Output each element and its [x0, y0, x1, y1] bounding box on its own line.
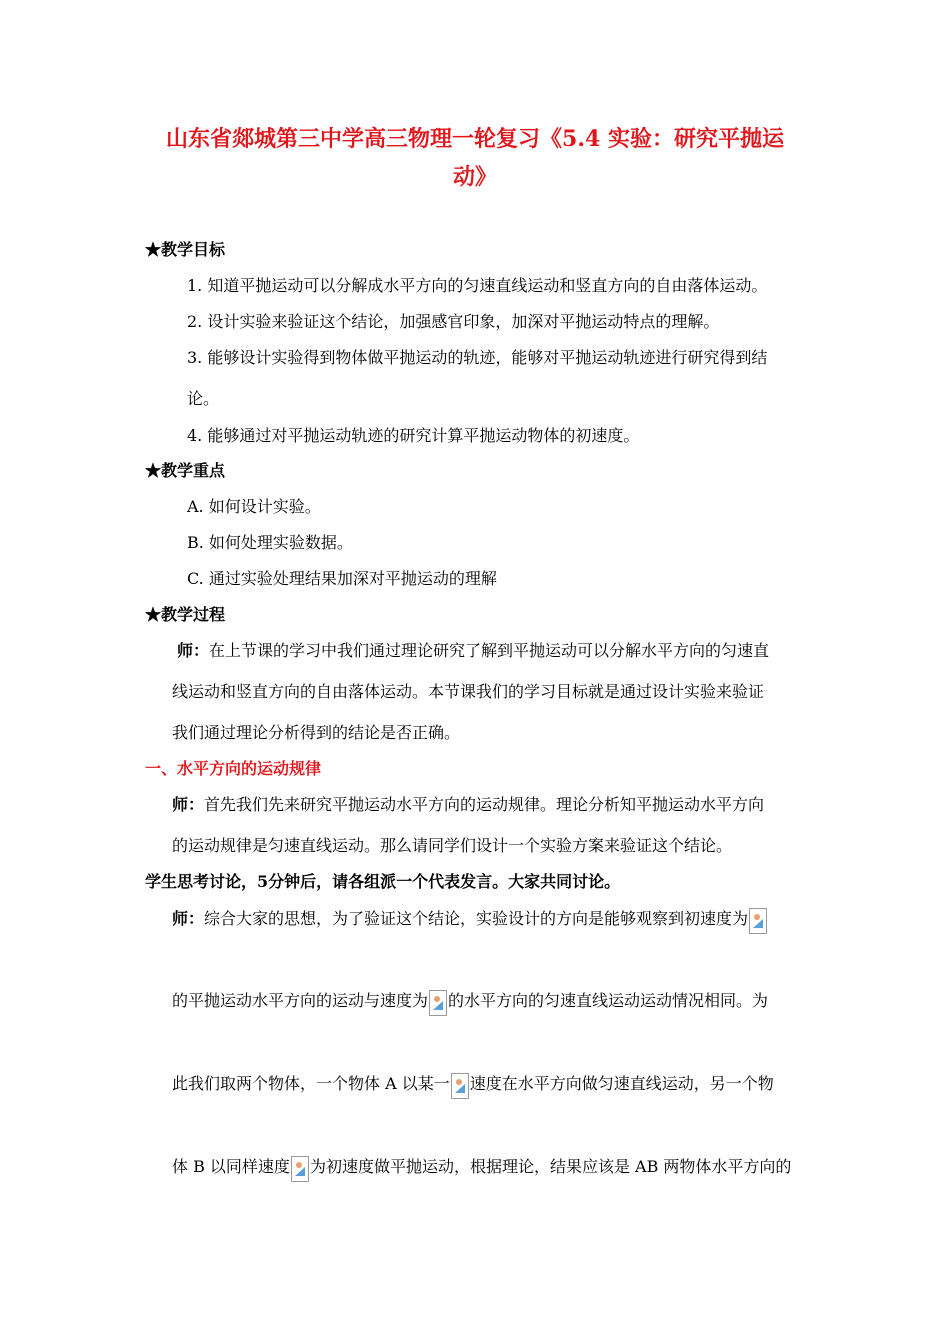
- section1-para1-line1: 师：首先我们先来研究平抛运动水平方向的运动规律。理论分析知平抛运动水平方向: [172, 795, 765, 814]
- focus-item-c: C. 通过实验处理结果加深对平抛运动的理解: [187, 569, 497, 588]
- speaker-label: 师：: [177, 641, 210, 660]
- goal-item-2: 2. 设计实验来验证这个结论，加强感官印象，加深对平抛运动特点的理解。: [187, 312, 720, 331]
- process-intro-line2: 线运动和竖直方向的自由落体运动。本节课我们的学习目标就是通过设计实验来验证: [172, 682, 765, 701]
- process-intro-line3: 我们通过理论分析得到的结论是否正确。: [172, 723, 461, 742]
- section1-para1-line2: 的运动规律是匀速直线运动。那么请同学们设计一个实验方案来验证这个结论。: [172, 836, 733, 855]
- goals-heading: ★教学目标: [145, 240, 226, 259]
- process-intro-line1: 师：在上节课的学习中我们通过理论研究了解到平抛运动可以分解水平方向的匀速直: [177, 641, 770, 660]
- focus-item-b: B. 如何处理实验数据。: [187, 533, 353, 552]
- formula-image-icon: [749, 908, 767, 934]
- section1-para2-line2: 的平抛运动水平方向的运动与速度为 的水平方向的匀速直线运动运动情况相同。为: [172, 988, 768, 1016]
- section1-para2-line1: 师：综合大家的思想，为了验证这个结论，实验设计的方向是能够观察到初速度为: [172, 906, 768, 934]
- focus-item-a: A. 如何设计实验。: [187, 497, 321, 516]
- formula-image-icon: [451, 1073, 469, 1099]
- section1-heading: 一、水平方向的运动规律: [145, 759, 322, 778]
- section1-para2-line4: 体 B 以同样速度 为初速度做平抛运动，根据理论，结果应该是 AB 两物体水平方向的: [172, 1154, 791, 1182]
- focus-heading: ★教学重点: [145, 461, 226, 480]
- section1-para2-line3: 此我们取两个物体，一个物体 A 以某一 速度在水平方向做匀速直线运动，另一个物: [172, 1071, 774, 1099]
- doc-title-line1: 山东省郯城第三中学高三物理一轮复习《5.4 实验：研究平抛运: [166, 126, 784, 152]
- goal-item-4: 4. 能够通过对平抛运动轨迹的研究计算平抛运动物体的初速度。: [187, 426, 640, 445]
- doc-title-line2: 动》: [452, 164, 497, 190]
- goal-item-3-cont: 论。: [187, 389, 220, 408]
- goal-item-1: 1. 知道平抛运动可以分解成水平方向的匀速直线运动和竖直方向的自由落体运动。: [187, 276, 768, 295]
- goal-item-3: 3. 能够设计实验得到物体做平抛运动的轨迹，能够对平抛运动轨迹进行研究得到结: [187, 348, 768, 367]
- formula-image-icon: [429, 990, 447, 1016]
- speaker-label: 师：: [172, 795, 205, 814]
- process-heading: ★教学过程: [145, 605, 226, 624]
- speaker-label: 师：: [172, 909, 205, 928]
- student-discussion-note: 学生思考讨论，5分钟后，请各组派一个代表发言。大家共同讨论。: [145, 872, 621, 891]
- formula-image-icon: [291, 1156, 309, 1182]
